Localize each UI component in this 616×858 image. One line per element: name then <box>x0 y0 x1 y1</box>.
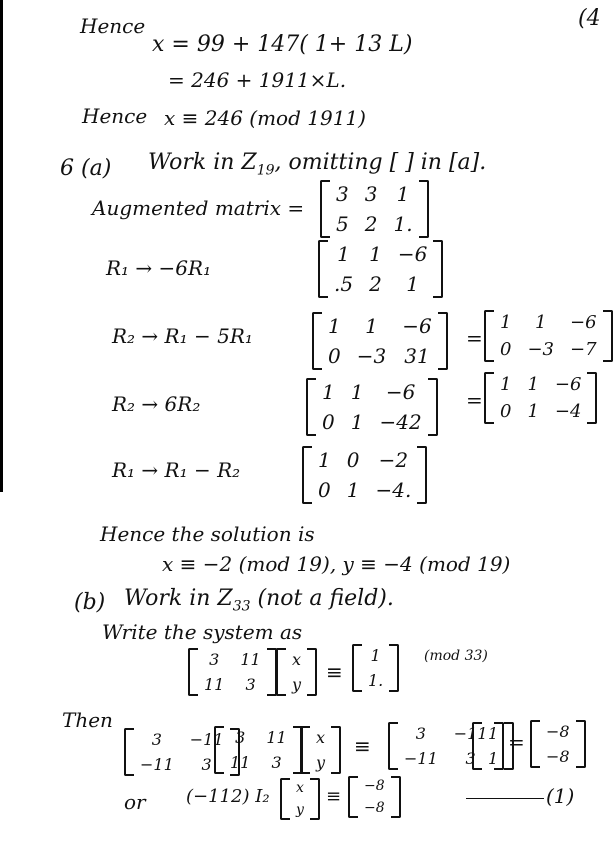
matrix-entry: 3 <box>201 755 212 774</box>
matrix-entry: −42 <box>379 410 422 434</box>
equation-2: = 246 + 1911×L. <box>168 68 347 92</box>
matrix-entry: 3 <box>465 749 476 768</box>
final-lhs: (−112) I₂ <box>186 786 270 807</box>
augmented-matrix-cells <box>330 180 419 238</box>
system-matrix-A <box>188 648 277 696</box>
matrix-entry: 1 <box>535 312 547 333</box>
matrix-step-3-simplified-cells <box>494 372 587 424</box>
question-6a-text <box>148 150 486 178</box>
matrix-entry: 1 <box>350 410 364 434</box>
final-vector-x-cells <box>290 778 310 820</box>
matrix-entry: 11 <box>240 650 261 669</box>
matrix-entry: 1 <box>406 272 419 296</box>
congruence-sign-2: ≡ <box>354 734 371 758</box>
matrix-entry: y <box>316 753 326 772</box>
matrix-entry: −8 <box>364 778 385 794</box>
matrix-entry: 1 <box>318 448 331 472</box>
matrix-entry: 5 <box>336 212 349 236</box>
matrix-entry: −3 <box>527 339 554 360</box>
row-op-3: R₂ → 6R₂ <box>112 392 201 416</box>
matrix-entry: 1 <box>527 374 539 395</box>
matrix-entry: 3 <box>235 728 246 747</box>
matrix-entry: 3 <box>245 675 256 694</box>
then-matrix-2 <box>214 726 303 774</box>
work-in-label-b: Work in Z <box>124 586 233 611</box>
congruence-sign-3: ≡ <box>326 786 342 807</box>
matrix-entry: −6 <box>385 380 416 404</box>
equation-tag: (1) <box>546 784 575 808</box>
matrix-entry: 1 <box>527 401 539 422</box>
matrix-entry: y <box>292 675 302 694</box>
matrix-step-4 <box>302 446 427 504</box>
matrix-entry: 1 <box>328 314 341 338</box>
matrix-entry: 3 <box>151 730 162 749</box>
equals-sign-3: = <box>466 388 483 412</box>
solution-line: x ≡ −2 (mod 19), y ≡ −4 (mod 19) <box>162 552 511 576</box>
matrix-entry: 1 <box>488 749 499 768</box>
matrix-entry: y <box>296 802 304 818</box>
system-vector-b <box>352 644 399 692</box>
omitting-note: , omitting [ ] in [a]. <box>274 150 487 175</box>
matrix-entry: −4 <box>554 401 582 422</box>
matrix-entry: 1 <box>322 380 335 404</box>
hence-label-2: Hence <box>82 104 148 128</box>
question-6b-label: (b) <box>74 590 106 615</box>
matrix-entry: 1 <box>337 242 350 266</box>
matrix-entry: 0 <box>328 344 341 368</box>
question-6a-label: 6 (a) <box>60 156 112 181</box>
matrix-entry: 1 <box>500 374 512 395</box>
then-vector-v-cells <box>482 722 504 770</box>
matrix-entry: x <box>316 728 326 747</box>
matrix-entry: 2 <box>369 272 382 296</box>
matrix-entry: 1 <box>488 724 499 743</box>
augmented-matrix <box>320 180 429 238</box>
modulus-subscript: 19 <box>256 162 275 179</box>
then-vector-x-cells <box>310 726 331 774</box>
matrix-entry: −11 <box>189 730 224 749</box>
matrix-entry: −6 <box>554 374 582 395</box>
system-modulus: (mod 33) <box>424 648 488 664</box>
matrix-entry: −6 <box>402 314 432 338</box>
matrix-step-1-cells <box>328 240 433 298</box>
matrix-entry: 0 <box>500 401 512 422</box>
write-system-label: Write the system as <box>102 620 303 644</box>
row-op-1: R₁ → −6R₁ <box>106 256 212 280</box>
equals-sign-2: = <box>466 326 483 350</box>
equation-tag-rule <box>466 798 544 799</box>
matrix-entry: 1 <box>500 312 512 333</box>
equation-3: x ≡ 246 (mod 1911) <box>164 106 366 130</box>
not-a-field-note: (not a field). <box>257 586 394 611</box>
system-vector-b-cells <box>362 644 389 692</box>
system-vector-x-cells <box>286 648 307 696</box>
matrix-entry: −3 <box>356 344 387 368</box>
matrix-entry: 2 <box>364 212 378 236</box>
matrix-entry: 0 <box>346 448 360 472</box>
matrix-entry: x <box>296 780 304 796</box>
matrix-entry: 0 <box>318 478 331 502</box>
then-matrix-2-cells <box>224 726 293 774</box>
matrix-entry: 3 <box>415 724 426 743</box>
work-in-label: Work in Z <box>148 150 257 175</box>
system-vector-x <box>276 648 317 696</box>
matrix-entry: −8 <box>546 722 570 741</box>
matrix-entry: −4. <box>375 478 412 502</box>
equation-1: x = 99 + 147( 1+ 13 L) <box>152 32 413 57</box>
matrix-step-3-simplified <box>484 372 597 424</box>
system-matrix-A-cells <box>198 648 267 696</box>
matrix-step-3 <box>306 378 438 436</box>
final-result <box>348 776 401 818</box>
matrix-entry: 1 <box>396 182 410 206</box>
modulus-subscript-b: 33 <box>232 598 251 615</box>
then-label: Then <box>62 708 113 732</box>
matrix-entry: 0 <box>500 339 512 360</box>
matrix-entry: 1 <box>370 646 381 665</box>
matrix-entry: 0 <box>322 410 335 434</box>
matrix-entry: 3 <box>209 650 220 669</box>
matrix-entry: −7 <box>570 339 597 360</box>
question-6b-text <box>124 586 394 614</box>
matrix-step-4-cells <box>312 446 417 504</box>
matrix-step-2-cells <box>322 312 438 370</box>
matrix-entry: 11 <box>230 753 251 772</box>
matrix-step-3-cells <box>316 378 428 436</box>
matrix-step-2 <box>312 312 448 370</box>
or-label: or <box>124 790 146 814</box>
matrix-entry: 1 <box>346 478 360 502</box>
matrix-entry: x <box>292 650 302 669</box>
then-result <box>530 720 586 768</box>
matrix-step-1 <box>318 240 443 298</box>
augmented-label: Augmented matrix = <box>92 196 305 220</box>
final-result-cells <box>358 776 391 818</box>
then-result-cells <box>540 720 576 768</box>
hence-label-1: Hence <box>80 14 146 38</box>
matrix-entry: 1 <box>365 314 378 338</box>
matrix-entry: −11 <box>453 724 488 743</box>
matrix-entry: 11 <box>266 728 287 747</box>
then-vector-x <box>300 726 341 774</box>
matrix-entry: 1 <box>350 380 364 404</box>
matrix-step-2-simplified <box>484 310 613 362</box>
page-number: (4 <box>578 6 601 31</box>
matrix-entry: .5 <box>334 272 354 296</box>
matrix-entry: −11 <box>404 749 438 768</box>
matrix-entry: −6 <box>570 312 597 333</box>
matrix-entry: 3 <box>336 182 349 206</box>
matrix-entry: 31 <box>404 344 430 368</box>
matrix-entry: 3 <box>364 182 378 206</box>
matrix-step-2-simplified-cells <box>494 310 603 362</box>
page-left-edge <box>0 0 3 492</box>
matrix-entry: 1. <box>368 671 384 690</box>
matrix-entry: 3 <box>271 753 282 772</box>
final-vector-x <box>280 778 320 820</box>
matrix-entry: 11 <box>204 675 225 694</box>
matrix-entry: −2 <box>378 448 409 472</box>
hence-label-3: Hence the solution is <box>100 522 315 546</box>
row-op-4: R₁ → R₁ − R₂ <box>112 458 241 482</box>
row-op-2: R₂ → R₁ − 5R₁ <box>112 324 253 348</box>
matrix-entry: 1 <box>369 242 382 266</box>
matrix-entry: −8 <box>364 800 385 816</box>
equals-sign-then: = <box>508 730 525 754</box>
congruence-sign-1: ≡ <box>326 660 343 684</box>
matrix-entry: −8 <box>546 747 570 766</box>
matrix-entry: 1. <box>393 212 413 236</box>
matrix-entry: −6 <box>397 242 428 266</box>
matrix-entry: −11 <box>140 755 174 774</box>
